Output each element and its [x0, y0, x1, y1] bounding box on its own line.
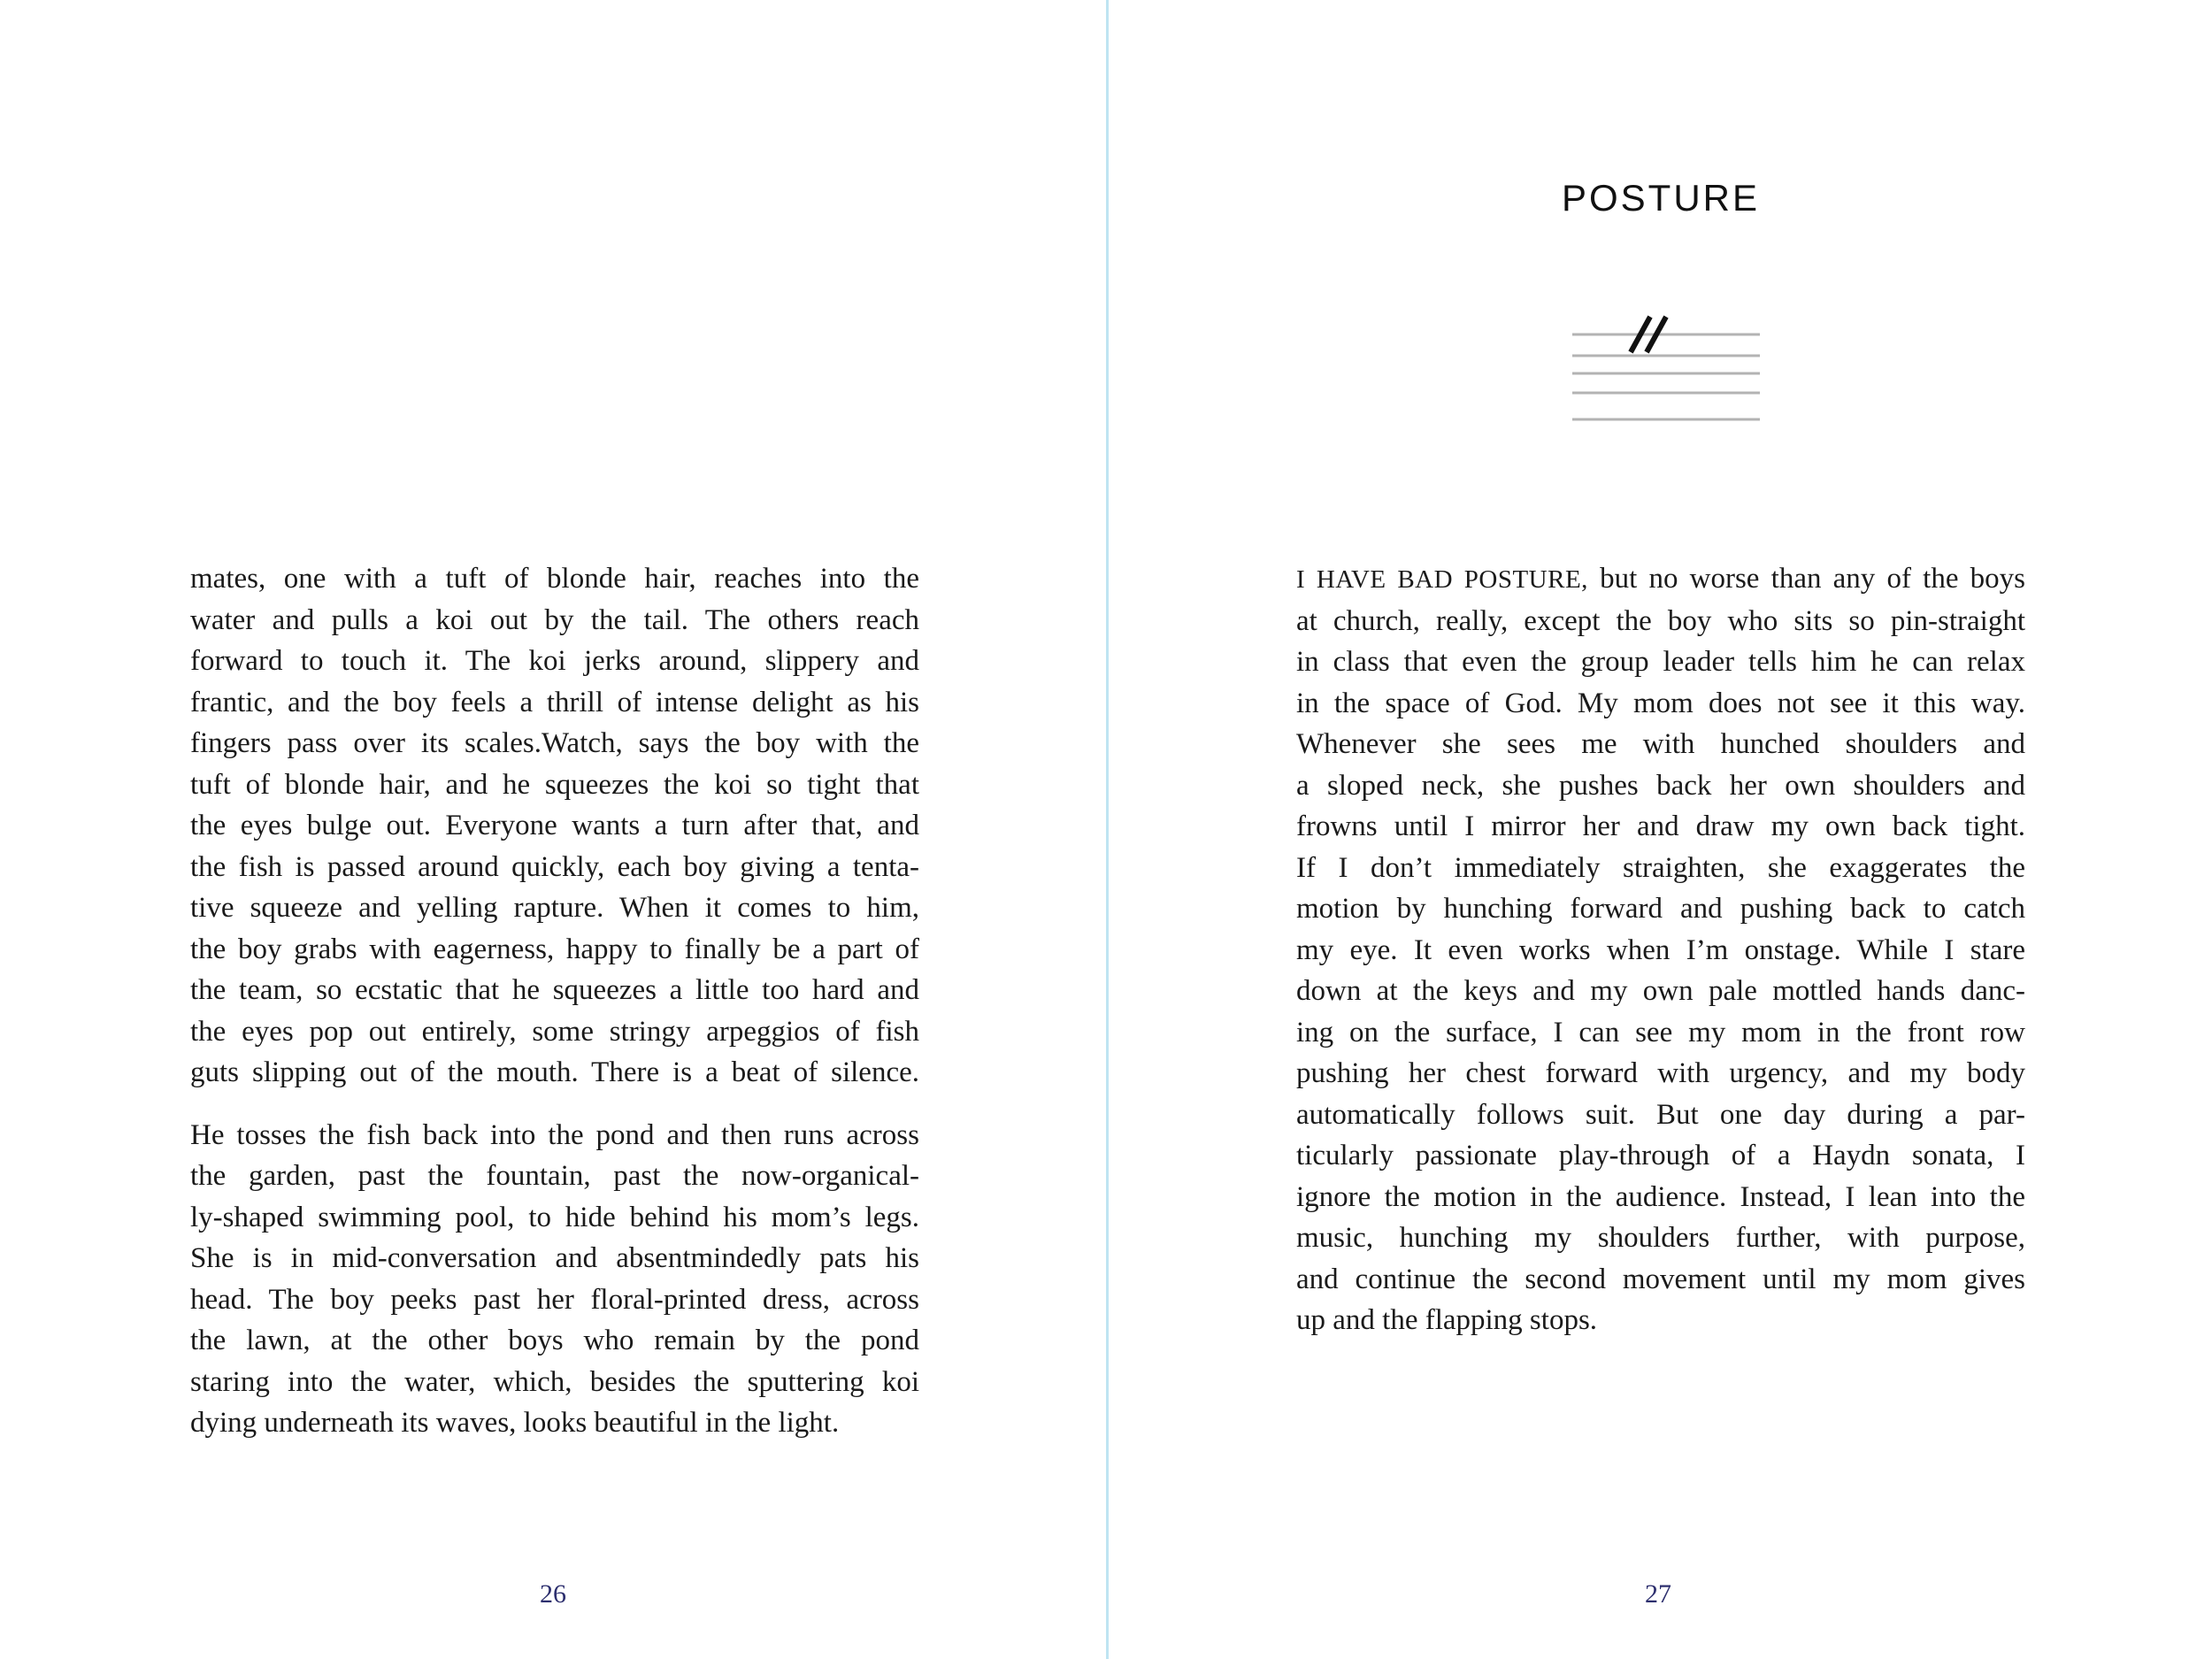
text-line: She is in mid-conversation and absentmindedly pats his — [190, 1242, 919, 1274]
text-line: ing on the surface, I can see my mom in the front row — [1296, 1016, 2025, 1048]
left-body-text — [190, 558, 919, 1444]
text-line: the boy grabs with eagerness, happy to finally be a part of — [190, 933, 919, 965]
gutter-divider — [1106, 0, 1109, 1659]
opening-rest: but no worse than any of the boys — [1587, 563, 2025, 595]
text-line: at church, really, except the boy who sits so pin-straight — [1296, 604, 2025, 637]
text-line: a sloped neck, she pushes back her own shoulders and — [1296, 769, 2025, 802]
opening-smallcaps: I HAVE BAD POSTURE, — [1296, 565, 1588, 594]
text-line: down at the keys and my own pale mottled hands danc- — [1296, 975, 2025, 1007]
paragraph-spacer — [190, 1094, 919, 1115]
text-line: the fish is passed around quickly, each boy giving a tenta- — [190, 850, 919, 883]
text-line: the eyes bulge out. Everyone wants a turn after that, and — [190, 810, 919, 841]
text-line: the garden, past the fountain, past the now-organical- — [190, 1160, 919, 1192]
text-line: forward to touch it. The koi jerks around, slippery and — [190, 645, 919, 677]
text-line: Whenever she sees me with hunched shoulders and — [1296, 728, 2025, 760]
text-line: head. The boy peeks past her floral-printed dress, across — [190, 1283, 919, 1316]
right-page — [1110, 0, 2212, 1659]
text-line: the eyes pop out entirely, some stringy arpeggios of fish — [190, 1015, 919, 1048]
chapter-title: POSTURE — [1561, 177, 1761, 219]
text-line: frantic, and the boy feels a thrill of intense delight as his — [190, 686, 919, 718]
text-line: ignore the motion in the audience. Instead, I lean into the — [1296, 1180, 2025, 1213]
page-number-left: 26 — [540, 1579, 566, 1609]
text-line: tive squeeze and yelling rapture. When it comes to him, — [190, 892, 919, 924]
text-line: motion by hunching forward and pushing back to catch — [1296, 893, 2025, 925]
text-line: If I don’t immediately straighten, she exaggerates the — [1296, 851, 2025, 884]
double-slash-staff-icon — [1572, 311, 1760, 426]
text-line: up and the flapping stops. — [1296, 1304, 1598, 1336]
text-line: music, hunching my shoulders further, with purpose, — [1296, 1222, 2025, 1254]
text-line: water and pulls a koi out by the tail. The others reach — [190, 603, 919, 636]
text-line: staring into the water, which, besides the sputtering koi — [190, 1365, 919, 1398]
text-line: pushing her chest forward with urgency, and my body — [1296, 1057, 2025, 1089]
text-line: He tosses the fish back into the pond and then runs across — [190, 1118, 919, 1151]
text-line: ticularly passionate play-through of a Haydn sonata, I — [1296, 1140, 2025, 1171]
text-line: the lawn, at the other boys who remain by the pond — [190, 1325, 919, 1356]
text-line: tuft of blonde hair, and he squeezes the koi so tight that — [190, 768, 919, 801]
right-body-text — [1296, 558, 2025, 1341]
text-line: in the space of God. My mom does not see it this way. — [1296, 687, 2025, 719]
paragraph-2 — [190, 1115, 919, 1444]
text-line: fingers pass over its scales.Watch, says the boy with the — [190, 727, 919, 759]
text-line: frowns until I mirror her and draw my own back tight. — [1296, 810, 2025, 842]
text-line: my eye. It even works when I’m onstage. While I stare — [1296, 933, 2025, 966]
text-line: dying underneath its waves, looks beautiful in the light. — [190, 1407, 840, 1439]
text-line: automatically follows suit. But one day during a par- — [1296, 1098, 2025, 1131]
text-line: ly-shaped swimming pool, to hide behind his mom’s legs. — [190, 1201, 919, 1233]
text-line: and continue the second movement until my mom gives — [1296, 1263, 2025, 1295]
text-line: mates, one with a tuft of blonde hair, reaches into the — [190, 563, 919, 595]
text-line: the team, so ecstatic that he squeezes a little too hard and — [190, 974, 919, 1006]
text-line: guts slipping out of the mouth. There is a beat of silence. — [190, 1056, 919, 1088]
text-line: in class that even the group leader tells him he can relax — [1296, 646, 2025, 678]
text-line-opening — [1296, 558, 2025, 601]
paragraph-1 — [190, 558, 919, 1094]
page-number-right: 27 — [1645, 1579, 1671, 1609]
